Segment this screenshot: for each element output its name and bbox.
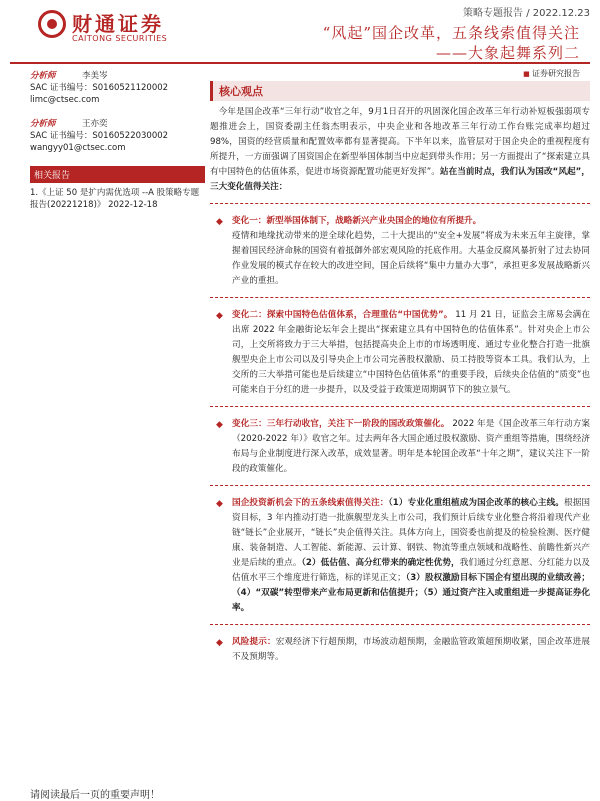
risk-paragraph	[232, 635, 590, 665]
report-header	[0, 0, 600, 68]
intro-text: 今年是国企改革“三年行动”收官之年，9月1日召开的巩固深化国企改革三年行动补短板强弱项专题推进会上，国资委副主任翁杰明表示，中央企业和各地改革三年行动工作台账完成率均超过 98%，国资的经营质量和配置效率都有显著提高。下半年以来，监管层对于国企央企的重视程度有所提升，一方面强调了国资国企在新型举国体制当中应起到带头作用；另一方面提出了“探索建立具有中国特色的估值体系，促进市场资源配置功能更好发挥”。	[210, 107, 590, 177]
change-two-block	[210, 308, 590, 398]
change-one-body: 疫情和地缘扰动带来的逆全球化趋势，二十大提出的“安全+发展”将成为未来五年主旋律，掌握着国民经济命脉的国资有着抵御外部宏观风险的托底作用。大基金反腐风暴折射了过去协同作业发展的模式存在较大的改进空间，国企后续将“集中力量办大事”，承担更多发展战略新兴产业的重担。	[232, 231, 590, 286]
analyst-card	[30, 118, 205, 154]
change-three-block	[210, 417, 590, 477]
change-two-body: 11 月 21 日，证监会主席易会满在出席 2022 年金融街论坛年会上提出“探索建立具有中国特色的估值体系”。针对央企上市公司，上交所将致力于三大举措，包括提高央企上市的市场透明度、通过专业化整合打造一批旗舰型央企上市公司以及引导央企上市公司完善股权激励、员工持股等资本工具。我们认为，上交所的三大举措可能也是后续建立“中国特色估值体系”的重要手段，后续央企估值的“质变”也可能来自于分红的进一步提升，以及受益于政策逆周期调节下的独立景气。	[232, 310, 590, 395]
logo-mark-icon	[38, 10, 66, 38]
analyst-name: 李美岑	[82, 71, 108, 81]
section-divider	[210, 297, 590, 298]
report-type-date: 策略专题报告 / 2022.12.23	[463, 8, 590, 19]
intro-bold-text: 站在当前时点，我们认为国改“风起”，三大变化值得关注：	[210, 167, 590, 192]
logo-chinese-text: 财通证券	[72, 12, 164, 36]
clue-three-to-five-text: （3）股权激励目标下国企有望出现的业绩改善；（4）“双碳”转型带来产业布局更新和估值提升；（5）通过资产注入或重组进一步提高证券化率。	[232, 573, 590, 613]
section-divider	[210, 485, 590, 486]
analyst-role: 分析师	[30, 119, 56, 129]
analyst-cert: SAC 证书编号：S0160521120002	[30, 83, 169, 93]
clue-one-text: （1）专业化重组植成为国企改革的核心主线。	[388, 498, 564, 508]
diamond-bullet-icon: ◆	[216, 499, 223, 509]
diamond-bullet-icon: ◆	[216, 638, 223, 648]
report-subtitle: ——大象起舞系列二	[435, 44, 580, 62]
change-one-heading: 变化一：新型举国体制下，战略新兴产业央国企的地位有所提升。	[232, 216, 482, 226]
change-one-block	[210, 214, 590, 289]
five-clues-paragraph	[232, 496, 590, 616]
five-clues-block	[210, 496, 590, 616]
section-divider	[210, 203, 590, 204]
risk-heading: 风险提示：	[232, 637, 276, 647]
related-reports-heading: 相关报告	[30, 166, 205, 183]
report-title: “风起”国企改革，五条线索值得关注	[322, 24, 580, 42]
analyst-email[interactable]: limc@ctsec.com	[30, 95, 100, 105]
analyst-role: 分析师	[30, 71, 56, 81]
diamond-bullet-icon: ◆	[216, 311, 223, 321]
analyst-email[interactable]: wangyy01@ctsec.com	[30, 143, 126, 153]
section-title: 核心观点	[210, 81, 590, 101]
risk-block	[210, 635, 590, 665]
change-two-heading: 变化二：探索中国特色估值体系，合理重估“中国优势”。	[232, 310, 453, 320]
analyst-name: 王亦奕	[82, 119, 108, 129]
change-three-heading: 变化三：三年行动收官，关注下一阶段的国改政策催化。	[232, 419, 450, 429]
risk-body: 宏观经济下行超预期，市场波动超预期，金融监管政策超预期收紧，国企改革进展不及预期等。	[232, 637, 590, 662]
research-dept-label: ■ 证券研究报告	[210, 68, 590, 79]
change-two-paragraph	[232, 308, 590, 398]
section-divider	[210, 406, 590, 407]
analyst-card	[30, 70, 205, 106]
analyst-cert: SAC 证书编号：S0160522030002	[30, 131, 169, 141]
five-clues-heading: 国企投资新机会下的五条线索值得关注：	[232, 498, 389, 508]
change-three-paragraph	[232, 417, 590, 477]
main-content	[210, 68, 590, 665]
diamond-bullet-icon: ◆	[216, 217, 223, 227]
clue-one-detail: 根据国资目标，3 年内推动打造一批旗舰型龙头上市公司，我们预计后续专业化整合将沿着现代产业链“链长”企业展开，“链长”央企值得关注。具体方向上，国资委也前提及的检验检测、医疗健康、装备制造、人工智能、新能源、云计算、钢铁、物流等重点领域和战略性、前瞻性新兴产业是后续的重点。	[232, 498, 590, 568]
clue-two-detail: 我们通过分红意愿、分红能力以及估值水平三个维度进行筛选，标的详见正文；	[232, 558, 590, 583]
section-divider	[210, 624, 590, 625]
sidebar	[30, 70, 205, 211]
company-logo	[38, 8, 188, 48]
change-three-body: 2022 年是《国企改革三年行动方案（2020-2022 年）》收官之年。过去两年各大国企通过股权激励、资产重组等措施，围绕经济布局与企业制度进行深入改革，成效显著。明年是本轮国企改革“十年之期”，建议关注下一阶段的政策催化。	[232, 419, 590, 474]
change-one-paragraph	[232, 214, 590, 289]
logo-english-text: CAITONG SECURITIES	[72, 34, 168, 43]
related-report-link[interactable]: 1.《上证 50 是扩内需优选项 --A 股策略专题报告(20221218)》 2022-12-18	[30, 188, 200, 210]
diamond-bullet-icon: ◆	[216, 420, 223, 430]
disclaimer-footer: 请阅读最后一页的重要声明！	[30, 790, 160, 801]
header-divider	[10, 62, 590, 64]
intro-paragraph	[210, 105, 590, 195]
clue-two-text: （2）低估值、高分红带来的确定性优势，	[301, 558, 460, 568]
